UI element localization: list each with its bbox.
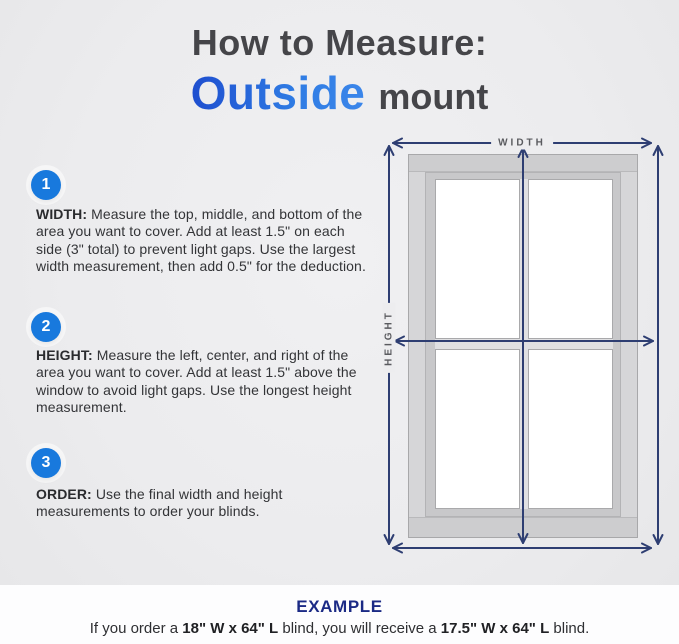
example-post: blind. [549,620,590,637]
example-ordered-size: 18" W x 64" L [182,620,279,637]
title-accent: Outside [190,67,366,119]
step-1-badge: 1 [31,170,61,200]
step-3-label: ORDER: [36,486,92,502]
width-measure-label: WIDTH [491,137,553,150]
measurement-arrows-icon [380,135,672,565]
title-line1: How to Measure: [191,22,488,63]
step-1-body: Measure the top, middle, and bottom of the area you want to cover. Add at least 1.5" on each side (3" total) to prevent light gaps. Use the largest width measurement, then add 0.5" for the deduction. [36,206,366,275]
example-received-size: 17.5" W x 64" L [440,620,550,637]
step-2-body: Measure the left, center, and right of the area you want to cover. Add at least 1.5" above the window to avoid light gaps. Use the longest height measurement. [36,347,357,416]
step-2-badge: 2 [31,312,61,342]
step-3-badge: 3 [31,448,61,478]
step-1-text [36,206,370,276]
example-mid: blind, you will receive a [278,620,441,637]
step-1-label: WIDTH: [36,206,88,222]
example-sentence [0,620,679,637]
title-suffix: mount [378,76,489,117]
page-title [0,22,679,120]
step-3-body: Use the final width and height measurements to order your blinds. [36,486,283,520]
title-line2 [0,66,679,120]
example-heading: EXAMPLE [296,597,383,616]
example-pre: If you order a [89,620,183,637]
window-diagram [380,135,672,565]
step-2-text [36,347,378,417]
step-2-label: HEIGHT: [36,347,93,363]
example-footer [0,585,679,644]
height-measure-label: HEIGHT [383,303,396,373]
step-3-text [36,486,366,521]
